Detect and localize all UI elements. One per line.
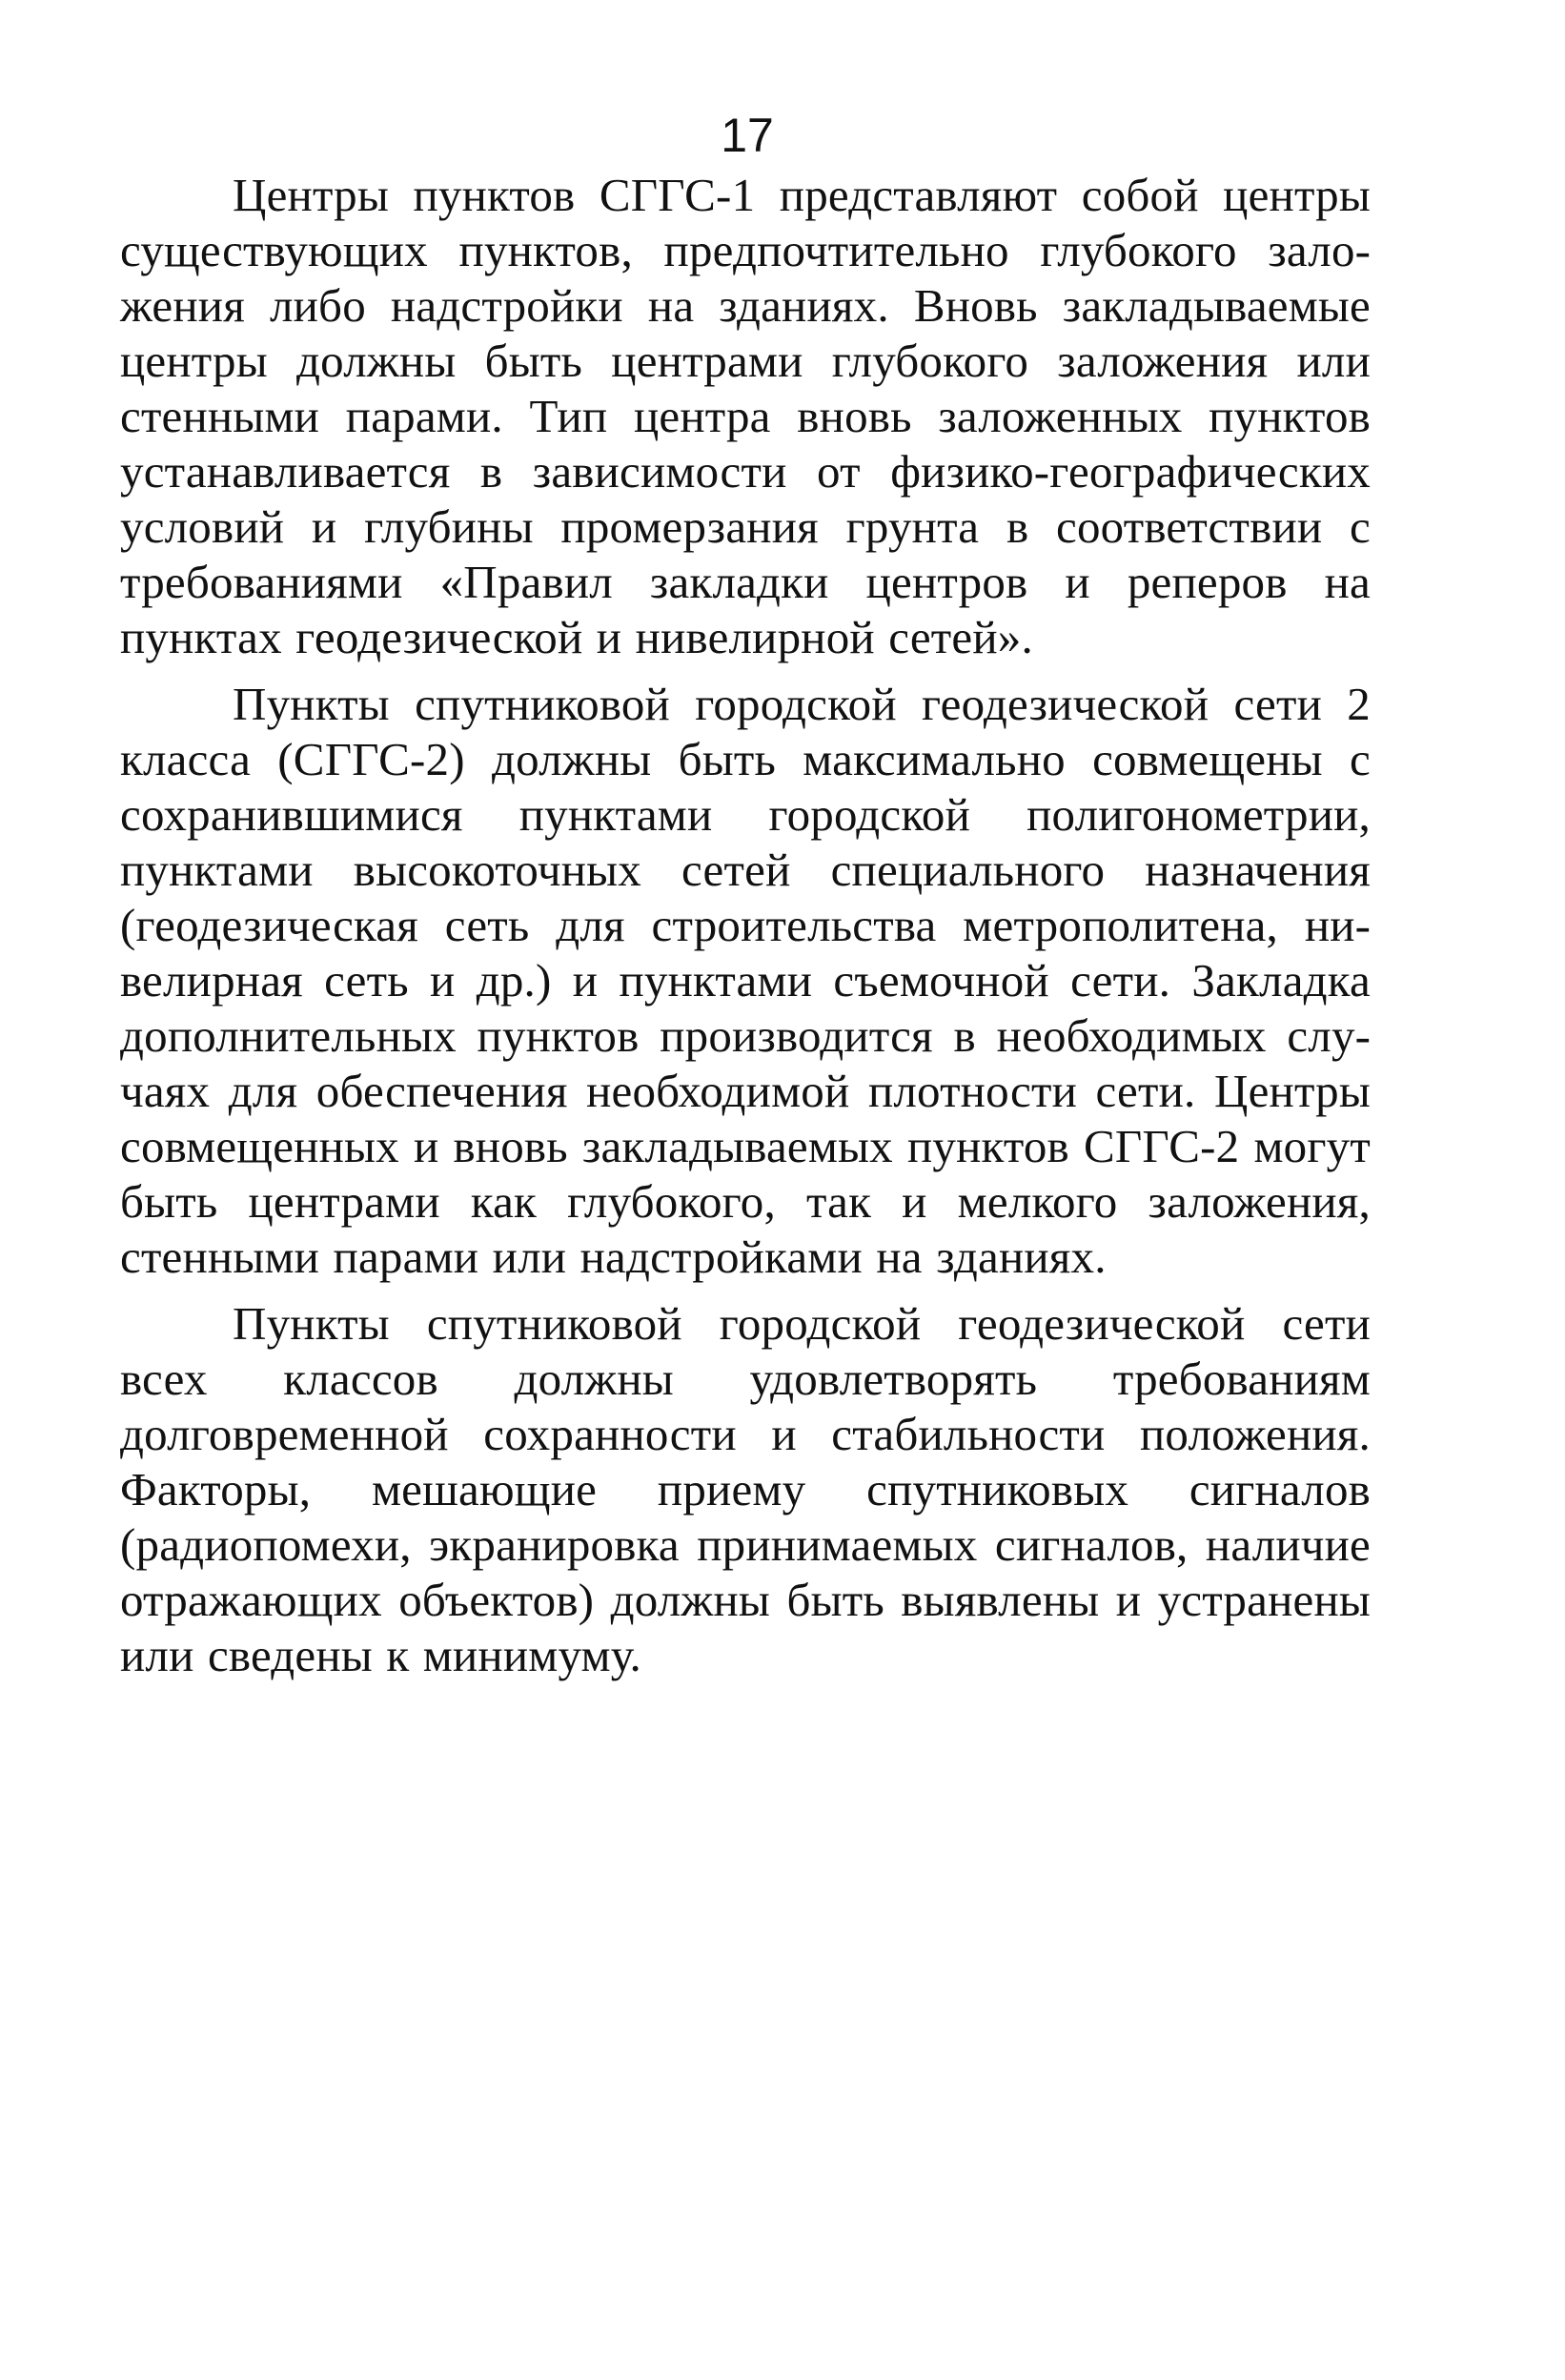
paragraph-sggs-2-points: Пункты спутниковой городской геодезической сети 2 класса (СГГС-2) должны быть максимально совмещены с сохранившимися пунктами городской полигонометрии, пунктами высокоточных сетей специального назначения (геодезическая сеть для строительства метрополитена, нивелирная сеть и др.) и пунктами съемочной сети. Закладка дополнительных пунктов производится в необходимых случаях для обеспечения необходимой плотности сети. Центры совмещенных и вновь закладываемых пунктов СГГС-2 могут быть центрами как глубокого, так и мелкого заложения, стенными парами или надстройками на зданиях. bbox=[120, 678, 1371, 1283]
body-text bbox=[120, 168, 1371, 1695]
paragraph-sggs-1-centers: Центры пунктов СГГС-1 представляют собой центры существующих пунктов, предпочтительно глубокого заложения либо надстройки на зданиях. Вновь закладываемые центры должны быть центрами глубокого заложения или стенными парами. Тип центра вновь заложенных пунктов устанавливается в зависимости от физико-географических условий и глубины промерзания грунта в соответствии с требованиями «Правил закладки центров и реперов на пунктах геодезической и нивелирной сетей». bbox=[120, 169, 1371, 663]
page-number: 17 bbox=[721, 109, 774, 162]
paragraph-stability-requirements: Пункты спутниковой городской геодезической сети всех классов должны удовлетворять требованиям долговременной сохранности и стабильности положения. Факторы, мешающие приему спутниковых сигналов (радиопомехи, экранировка принимаемых сигналов, наличие отражающих объектов) должны быть выявлены и устранены или сведены к минимуму. bbox=[120, 1297, 1371, 1681]
